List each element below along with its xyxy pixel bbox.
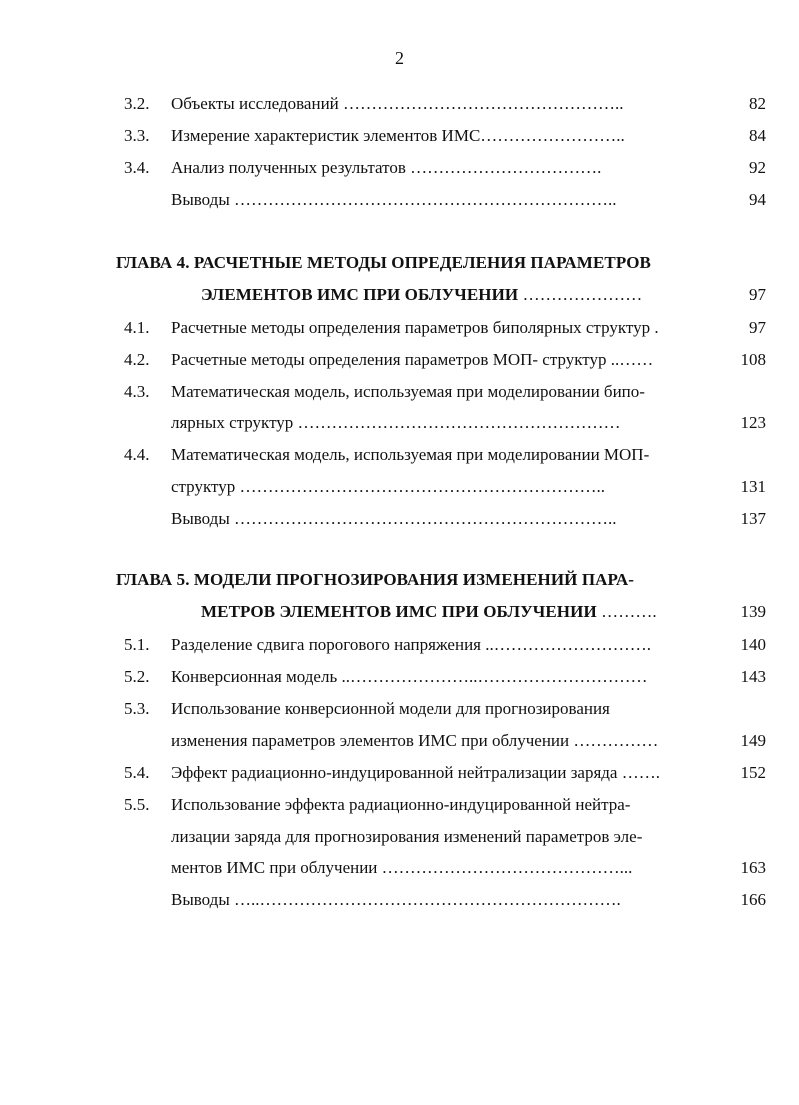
toc-entry-page: 131 (740, 477, 766, 496)
toc-entry (0, 729, 799, 753)
toc-entry-number: 4.1. (124, 318, 150, 337)
toc-entry (0, 633, 799, 657)
toc-entry-page: 123 (740, 413, 766, 432)
toc-entry-page: 166 (740, 890, 766, 909)
toc-entry-page: 82 (749, 94, 766, 113)
toc-entry-title: Расчетные методы определения параметров МОП- структур ..…… (171, 350, 654, 369)
toc-entry-number: 4.4. (124, 445, 150, 464)
toc-entry (0, 507, 799, 531)
toc-entry-title: Анализ полученных результатов ……………………………. (171, 158, 602, 177)
toc-entry (0, 793, 799, 817)
toc-entry (0, 411, 799, 435)
toc-entry-title: лизации заряда для прогнозирования изменений параметров эле- (171, 827, 643, 846)
chapter-heading-title: ЭЛЕМЕНТОВ ИМС ПРИ ОБЛУЧЕНИИ (201, 285, 519, 304)
toc-entry-title: Объекты исследований ………………………………………….. (171, 94, 624, 113)
toc-entry-title: ментов ИМС при облучении ……………………………………... (171, 858, 633, 877)
toc-entry-title: Использование эффекта радиационно-индуцированной нейтра- (171, 795, 631, 814)
chapter-heading-page: 97 (749, 285, 766, 304)
toc-entry-number: 5.4. (124, 763, 150, 782)
toc-entry-title: Эффект радиационно-индуцированной нейтрализации заряда ……. (171, 763, 660, 782)
toc-entry-number: 4.2. (124, 350, 150, 369)
chapter-heading-title: МЕТРОВ ЭЛЕМЕНТОВ ИМС ПРИ ОБЛУЧЕНИИ (201, 602, 597, 621)
toc-entry-number: 5.5. (124, 795, 150, 814)
toc-entry-title: Математическая модель, используемая при моделировании бипо- (171, 382, 645, 401)
chapter-heading-page-row (0, 283, 799, 307)
toc-entry-title: Использование конверсионной модели для прогнозирования (171, 699, 610, 718)
toc-entry-title: изменения параметров элементов ИМС при облучении …………… (171, 731, 659, 750)
toc-entry-page: 137 (740, 509, 766, 528)
toc-entry-number: 3.2. (124, 94, 150, 113)
toc-entry-title: Конверсионная модель ..…………………..………………………… (171, 667, 648, 686)
toc-entry-page: 97 (749, 318, 766, 337)
toc-entry-title: Измерение характеристик элементов ИМС…………………….. (171, 126, 625, 145)
toc-entry-title: Выводы …..………………………………………………………. (171, 890, 621, 909)
toc-entry (0, 156, 799, 180)
toc-entry (0, 92, 799, 116)
toc-entry-title: лярных структур ………………………………………………… (171, 413, 621, 432)
chapter-heading-dots: ………. (596, 602, 657, 621)
toc-entry (0, 825, 799, 849)
toc-entry-page: 152 (740, 763, 766, 782)
toc-entry-number: 5.3. (124, 699, 150, 718)
toc-entry (0, 761, 799, 785)
toc-entry-number: 4.3. (124, 382, 150, 401)
toc-entry-title: Расчетные методы определения параметров биполярных структур . (171, 318, 659, 337)
chapter-heading-page: 139 (740, 602, 766, 621)
toc-entry (0, 888, 799, 912)
toc-entry-page: 84 (749, 126, 766, 145)
toc-entry (0, 348, 799, 372)
toc-entry (0, 316, 799, 340)
chapter-heading-dots: ………………… (518, 285, 643, 304)
toc-entry (0, 124, 799, 148)
toc-entry-number: 3.3. (124, 126, 150, 145)
toc-entry (0, 697, 799, 721)
chapter-heading-line1: ГЛАВА 4. РАСЧЕТНЫЕ МЕТОДЫ ОПРЕДЕЛЕНИЯ ПАРАМЕТРОВ (116, 253, 651, 272)
toc-entry (0, 380, 799, 404)
toc-entry-page: 143 (740, 667, 766, 686)
toc-entry-title: структур ……………………………………………………….. (171, 477, 605, 496)
chapter-heading-line1: ГЛАВА 5. МОДЕЛИ ПРОГНОЗИРОВАНИЯ ИЗМЕНЕНИЙ ПАРА- (116, 570, 634, 589)
toc-entry (0, 856, 799, 880)
toc-entry (0, 443, 799, 467)
toc-entry-title: Математическая модель, используемая при моделировании МОП- (171, 445, 650, 464)
toc-entry-page: 94 (749, 190, 766, 209)
chapter-heading-page-row (0, 600, 799, 624)
toc-entry-number: 3.4. (124, 158, 150, 177)
toc-entry-page: 108 (740, 350, 766, 369)
toc-entry-number: 5.1. (124, 635, 150, 654)
toc-entry-number: 5.2. (124, 667, 150, 686)
toc-entry-title: Выводы ………………………………………………………….. (171, 190, 617, 209)
toc-entry-page: 140 (740, 635, 766, 654)
toc-entry-title: Разделение сдвига порогового напряжения ..………………………. (171, 635, 651, 654)
toc-entry-page: 163 (740, 858, 766, 877)
toc-entry-page: 149 (740, 731, 766, 750)
page-number: 2 (395, 48, 404, 68)
toc-entry-page: 92 (749, 158, 766, 177)
toc-entry-title: Выводы ………………………………………………………….. (171, 509, 617, 528)
toc-entry (0, 665, 799, 689)
toc-entry (0, 475, 799, 499)
toc-entry (0, 188, 799, 212)
